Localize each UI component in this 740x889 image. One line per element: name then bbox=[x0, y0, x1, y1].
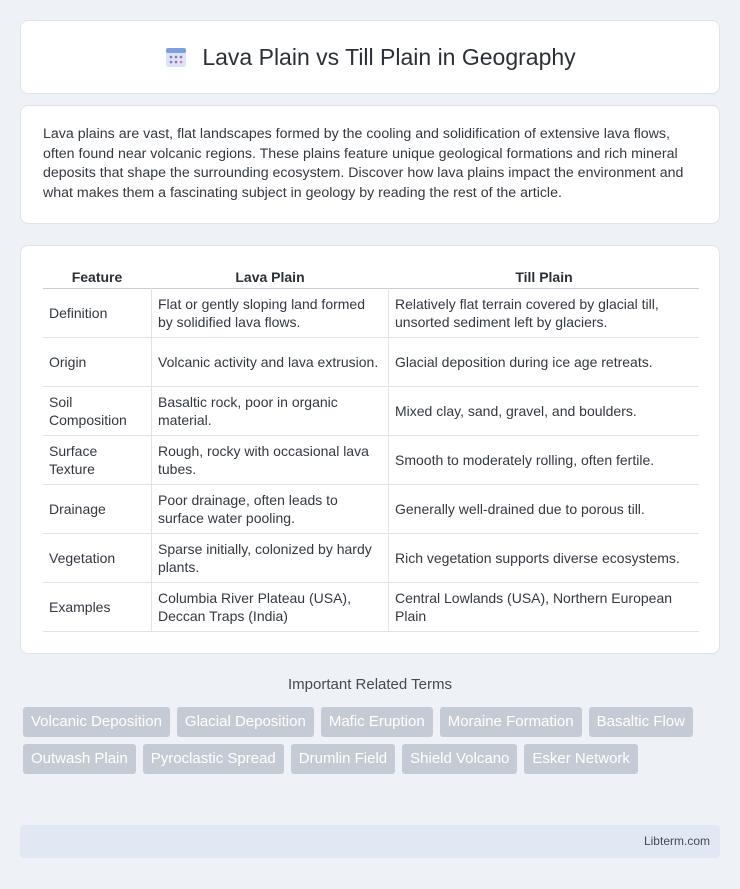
feature-cell: Drainage bbox=[43, 485, 151, 534]
header-till-plain: Till Plain bbox=[388, 263, 699, 289]
feature-cell: Examples bbox=[43, 583, 151, 632]
till-plain-cell: Mixed clay, sand, gravel, and boulders. bbox=[388, 387, 699, 436]
table-row bbox=[43, 583, 699, 632]
lava-plain-cell: Volcanic activity and lava extrusion. bbox=[151, 338, 388, 387]
intro-text: Lava plains are vast, flat landscapes formed by the cooling and solidification of extensive lava flows, often found near volcanic regions. These plains feature unique geological formations and rich mineral deposits that shape the surrounding ecosystem. Discover how lava plains impact the environment and what makes them a fascinating subject in geology by reading the rest of the article. bbox=[43, 126, 684, 201]
table-row bbox=[43, 289, 699, 338]
footer-site-link[interactable]: Libterm.com bbox=[643, 834, 710, 848]
feature-cell: Vegetation bbox=[43, 534, 151, 583]
related-terms-list bbox=[23, 707, 723, 774]
related-term-tag[interactable]: Moraine Formation bbox=[440, 707, 582, 737]
title-card bbox=[20, 20, 720, 94]
related-term-tag[interactable]: Pyroclastic Spread bbox=[143, 744, 284, 774]
table-row bbox=[43, 436, 699, 485]
related-term-tag[interactable]: Volcanic Deposition bbox=[23, 707, 170, 737]
table-row bbox=[43, 338, 699, 387]
lava-plain-cell: Poor drainage, often leads to surface water pooling. bbox=[151, 485, 388, 534]
related-term-tag[interactable]: Shield Volcano bbox=[402, 744, 517, 774]
table-row bbox=[43, 534, 699, 583]
lava-plain-cell: Rough, rocky with occasional lava tubes. bbox=[151, 436, 388, 485]
till-plain-cell: Central Lowlands (USA), Northern European Plain bbox=[388, 583, 699, 632]
till-plain-cell: Glacial deposition during ice age retreats. bbox=[388, 338, 699, 387]
related-term-tag[interactable]: Esker Network bbox=[524, 744, 638, 774]
till-plain-cell: Relatively flat terrain covered by glacial till, unsorted sediment left by glaciers. bbox=[388, 289, 699, 338]
table-row bbox=[43, 387, 699, 436]
calendar-grid-icon bbox=[164, 45, 188, 69]
comparison-table bbox=[43, 263, 699, 632]
till-plain-cell: Rich vegetation supports diverse ecosystems. bbox=[388, 534, 699, 583]
footer bbox=[20, 825, 720, 858]
feature-cell: Surface Texture bbox=[43, 436, 151, 485]
page-title: Lava Plain vs Till Plain in Geography bbox=[202, 43, 576, 70]
related-terms-title: Important Related Terms bbox=[288, 676, 452, 693]
related-term-tag[interactable]: Glacial Deposition bbox=[177, 707, 314, 737]
header-lava-plain: Lava Plain bbox=[151, 263, 388, 289]
related-term-tag[interactable]: Basaltic Flow bbox=[589, 707, 693, 737]
feature-cell: Origin bbox=[43, 338, 151, 387]
table-row bbox=[43, 485, 699, 534]
intro-card bbox=[20, 105, 720, 224]
lava-plain-cell: Sparse initially, colonized by hardy plants. bbox=[151, 534, 388, 583]
related-term-tag[interactable]: Outwash Plain bbox=[23, 744, 136, 774]
lava-plain-cell: Basaltic rock, poor in organic material. bbox=[151, 387, 388, 436]
table-header-row bbox=[43, 263, 699, 289]
related-term-tag[interactable]: Mafic Eruption bbox=[321, 707, 433, 737]
feature-cell: Soil Composition bbox=[43, 387, 151, 436]
till-plain-cell: Smooth to moderately rolling, often fertile. bbox=[388, 436, 699, 485]
lava-plain-cell: Flat or gently sloping land formed by solidified lava flows. bbox=[151, 289, 388, 338]
related-term-tag[interactable]: Drumlin Field bbox=[291, 744, 395, 774]
comparison-card bbox=[20, 245, 720, 654]
feature-cell: Definition bbox=[43, 289, 151, 338]
header-feature: Feature bbox=[43, 263, 151, 289]
lava-plain-cell: Columbia River Plateau (USA), Deccan Traps (India) bbox=[151, 583, 388, 632]
till-plain-cell: Generally well-drained due to porous till. bbox=[388, 485, 699, 534]
